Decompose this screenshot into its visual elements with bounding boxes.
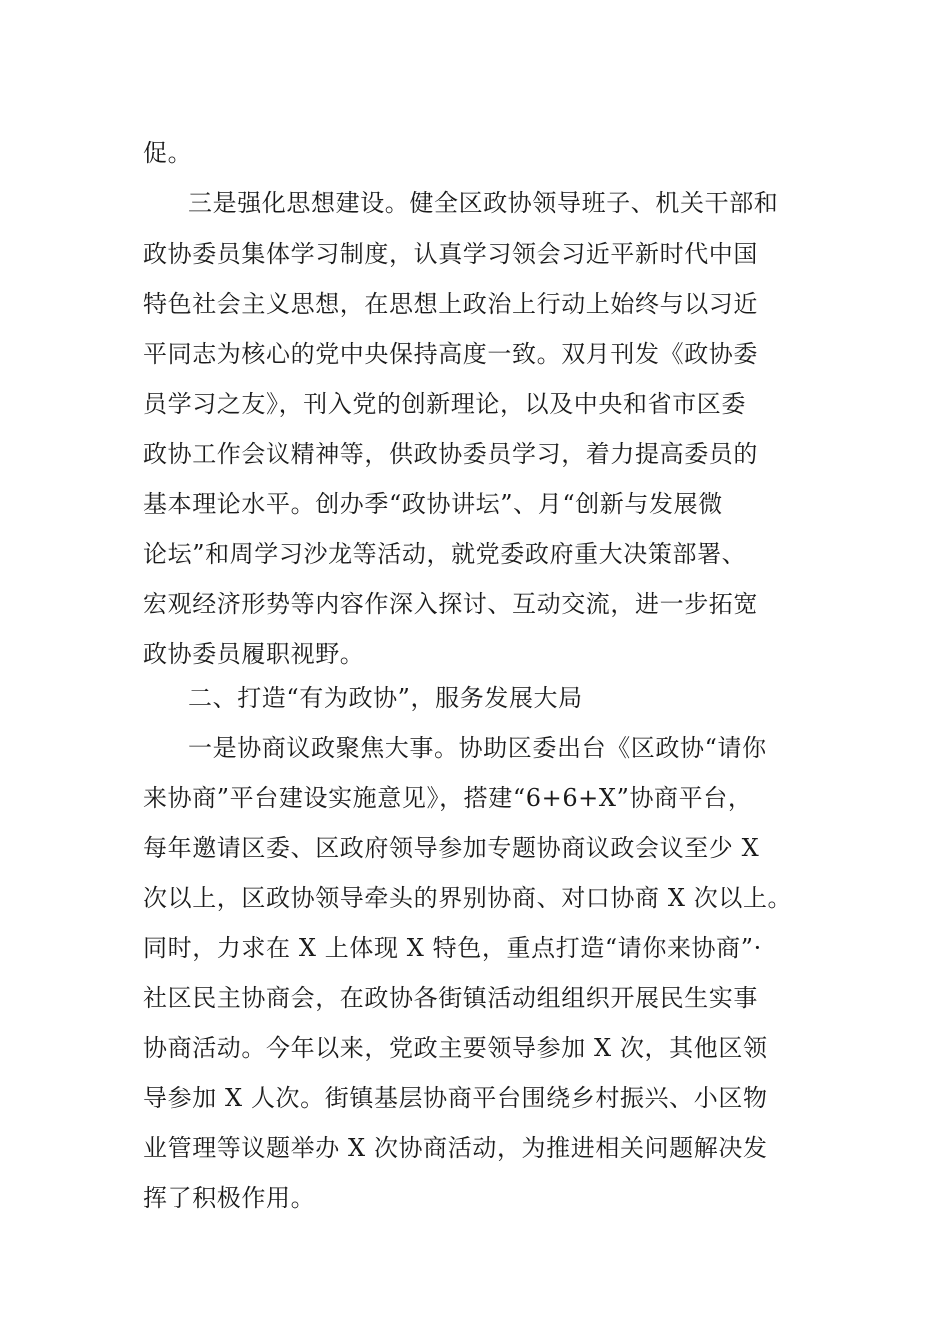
text-line: 平同志为核心的党中央保持高度一致。双月刊发《政协委 [143,340,758,368]
text-line: 政协工作会议精神等，供政协委员学习，着力提高委员的 [143,440,758,468]
text-line: 每年邀请区委、区政府领导参加专题协商议政会议至少 X [143,834,760,862]
text-line: 促。 [143,139,193,167]
text-line: 特色社会主义思想，在思想上政治上行动上始终与以习近 [143,290,758,318]
text-line: 一是协商议政聚焦大事。协助区委出台《区政协“请你 [188,734,767,762]
text-line: 同时，力求在 X 上体现 X 特色，重点打造“请你来协商”· [143,934,762,962]
text-line: 基本理论水平。创办季“政协讲坛”、月“创新与发展微 [143,490,723,518]
text-line: 政协委员集体学习制度，认真学习领会习近平新时代中国 [143,240,758,268]
text-line: 员学习之友》，刊入党的创新理论，以及中央和省市区委 [143,390,746,418]
text-line: 社区民主协商会，在政协各街镇活动组组织开展民生实事 [143,984,758,1012]
text-line: 来协商”平台建设实施意见》，搭建“6+6+X”协商平台， [143,784,753,812]
text-line: 协商活动。今年以来，党政主要领导参加 X 次，其他区领 [143,1034,768,1062]
text-line: 论坛”和周学习沙龙等活动，就党委政府重大决策部署、 [143,540,747,568]
text-line: 业管理等议题举办 X 次协商活动，为推进相关问题解决发 [143,1134,768,1162]
text-line: 次以上，区政协领导牵头的界别协商、对口协商 X 次以上。 [143,884,793,912]
text-line: 挥了积极作用。 [143,1184,316,1212]
text-line: 三是强化思想建设。健全区政协领导班子、机关干部和 [188,189,779,217]
text-line: 宏观经济形势等内容作深入探讨、互动交流，进一步拓宽 [143,590,758,618]
section-heading: 二、打造“有为政协”，服务发展大局 [188,684,583,712]
text-line: 政协委员履职视野。 [143,640,365,668]
text-line: 导参加 X 人次。街镇基层协商平台围绕乡村振兴、小区物 [143,1084,768,1112]
